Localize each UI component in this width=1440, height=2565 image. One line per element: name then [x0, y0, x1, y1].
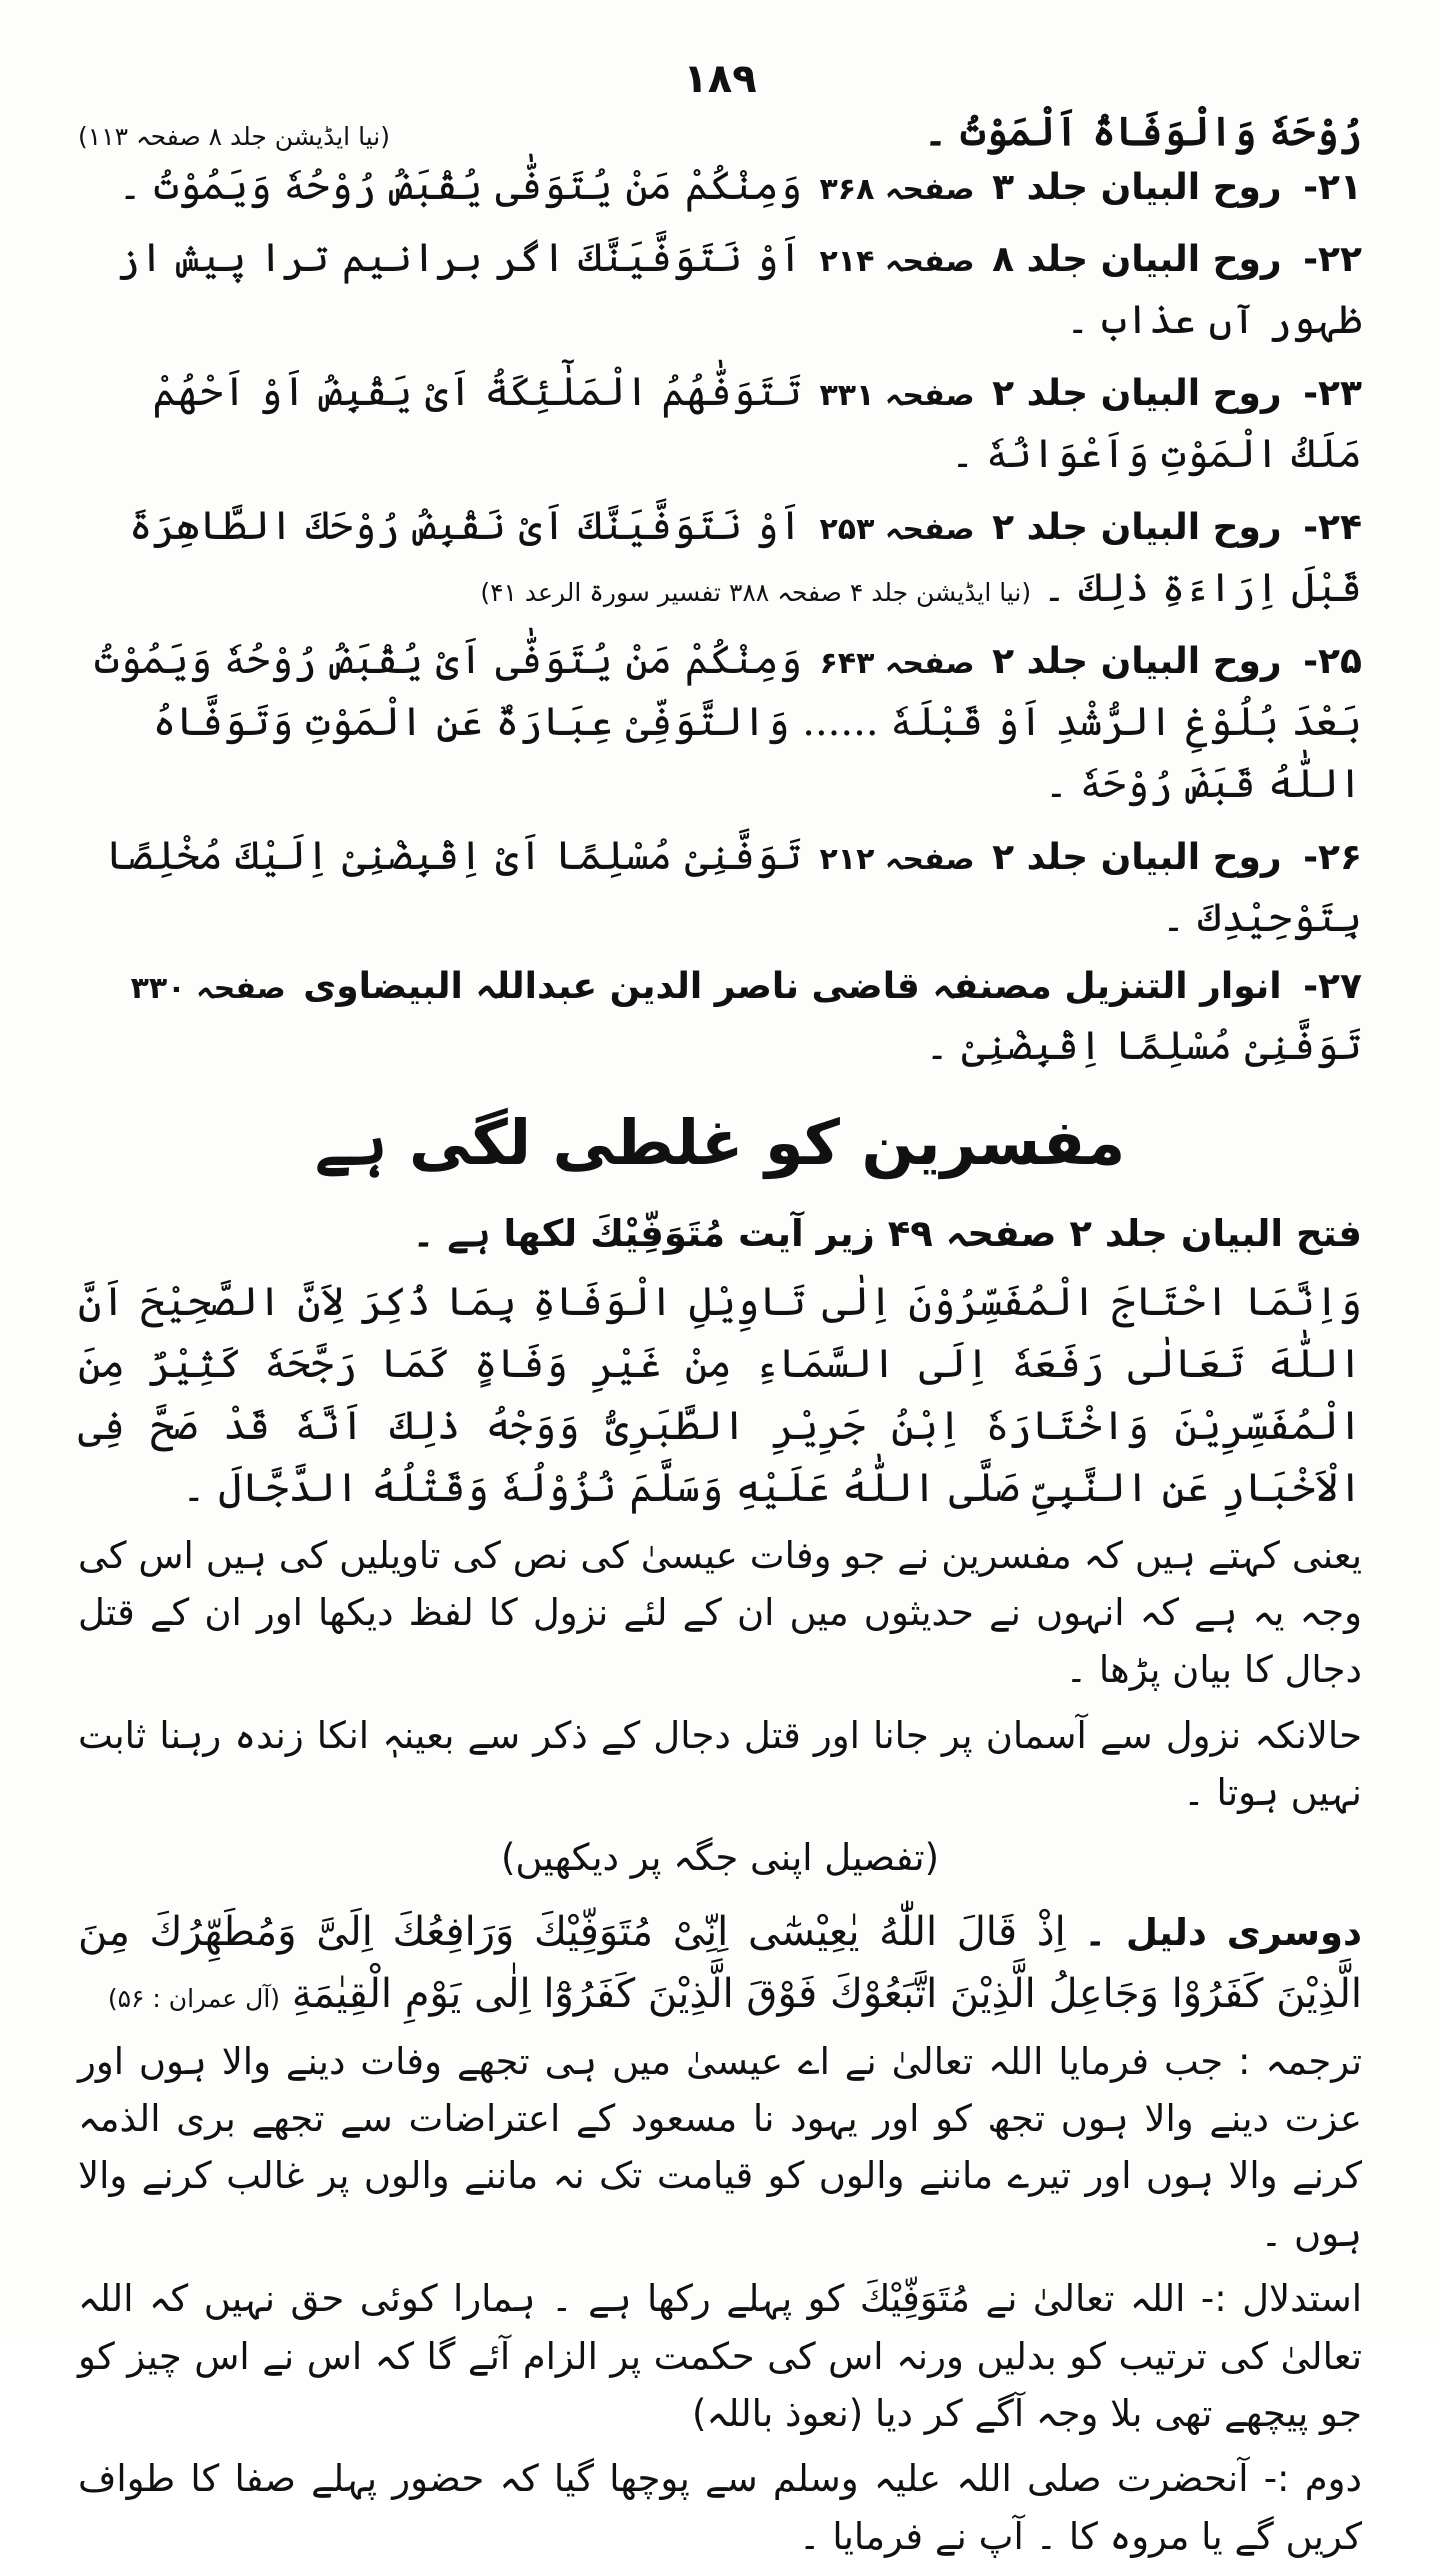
- entry-page: صفحہ ۲۱۴: [819, 244, 975, 279]
- reference-entry: [78, 361, 1362, 485]
- arabic-quote: وَاِنَّمَا احْتَاجَ الْمُفَسِّرُوْنَ اِلٰى تَاوِيْلِ الْوَفَاةِ بِمَا ذُكِرَ لِاَنَّ الصَّحِيْحَ اَنَّ اللّٰهَ تَعَالٰى رَفَعَهٗ اِلَى السَّمَاءِ مِنْ غَيْرِ وَفَاةٍ كَمَا رَجَّحَهٗ كَثِيْرٌ مِنَ الْمُفَسِّرِيْنَ وَاخْتَارَهٗ اِبْنُ جَرِيْرِ الطَّبَرِىُّ وَوَجْهُ ذٰلِكَ اَنَّهٗ قَدْ صَحَّ فِى الْاَخْبَارِ عَنِ النَّبِىِّ صَلَّى اللّٰهُ عَلَيْهِ وَسَلَّمَ نُزُوْلُهٗ وَقَتْلُهُ الدَّجَّالَ ۔: [78, 1278, 1362, 1511]
- reference-entry: [78, 629, 1362, 815]
- reference-entry: [78, 155, 1362, 217]
- entry-number: ۲۴-: [1303, 507, 1362, 548]
- reference-entry: [78, 227, 1362, 351]
- section-intro: فتح البیان جلد ۲ صفحہ ۴۹ زیر آیت مُتَوَفِّيْكَ لکھا ہے ۔: [412, 1212, 1362, 1256]
- entry-number: ۲۷-: [1303, 966, 1362, 1007]
- entry-text: تَوَفَّنِىْ مُسْلِمًا اَىْ اِقْبِضْنِىْ اِلَيْكَ مُخْلِصًا بِتَوْحِيْدِكَ ۔: [105, 833, 1362, 941]
- verse-reference: (آل عمران : ۵۶): [107, 1983, 281, 2013]
- entry-source: روح البیان جلد ۲: [992, 507, 1282, 548]
- entry-text: وَمِنْكُمْ مَنْ يُتَوَفّٰى اَىْ يُقْبَضُ رُوْحُهٗ وَيَمُوْتُ بَعْدَ بُلُوْغِ الرُّشْدِ اَوْ قَبْلَهٗ ...... وَالتَّوَفِّىْ عِبَارَةٌ عَنِ الْمَوْتِ وَتَوَفَّاهُ اللّٰهُ قَبَضَ رُوْحَهٗ ۔: [94, 637, 1362, 807]
- reference-list: [78, 155, 1362, 1077]
- second-proof-label: دوسری دلیل ۔: [1084, 1910, 1363, 1954]
- entry-source: روح البیان جلد ۲: [992, 641, 1282, 682]
- entry-number: ۲۶-: [1303, 837, 1362, 878]
- entry-source: انوار التنزیل مصنفہ قاضی ناصر الدین عبداللہ البیضاوی: [303, 966, 1282, 1007]
- entry-number: ۲۵-: [1303, 641, 1362, 682]
- top-line-row: [78, 108, 1362, 155]
- reference-entry: [78, 495, 1362, 619]
- top-line-text: رُوْحَهٗ وَالْوَفَاةُ اَلْمَوْتُ ۔: [923, 108, 1362, 155]
- translation-paragraph: ترجمہ : جب فرمایا اللہ تعالیٰ نے اے عیسیٰ میں ہی تجھے وفات دینے والا ہوں اور عزت دینے والا ہوں تجھ کو اور یہود نا مسعود کے اعتراضات سے تجھے بری الذمہ کرنے والا ہوں اور تیرے ماننے والوں کو قیامت تک نہ ماننے والوں پر غالب کرنے والا ہوں ۔: [78, 2039, 1362, 2255]
- entry-text: اَوْ نَتَوَفَّيَنَّكَ اَىْ نَقْبِضُ رُوْحَكَ الطَّاهِرَةَ قَبْلَ اِرَاءَةِ ذٰلِكَ ۔: [129, 503, 1362, 611]
- entry-text: وَمِنْكُمْ مَنْ يُتَوَفّٰى يُقْبَضُ رُوْحُهٗ وَيَمُوْتُ ۔: [118, 163, 802, 209]
- entry-page: صفحہ ۳۳۱: [819, 378, 975, 413]
- entry-number: ۲۲-: [1303, 239, 1362, 280]
- entry-source: روح البیان جلد ۸: [992, 239, 1282, 280]
- reference-entry: [78, 959, 1362, 1077]
- inference-paragraph: استدلال :- اللہ تعالیٰ نے مُتَوَفِّيْكَ کو پہلے رکھا ہے ۔ ہمارا کوئی حق نہیں کہ اللہ تعالیٰ کی ترتیب کو بدلیں ورنہ اس کی حکمت پر الزام آئے گا کہ اس نے اس چیز کو جو پیچھے تھی بلا وجہ آگے کر دیا (نعوذ باللہ): [78, 2277, 1362, 2435]
- entry-text: تَوَفَّنِىْ مُسْلِمًا اِقْبِضْنِىْ ۔: [925, 1022, 1362, 1069]
- quran-verse: اِذْ قَالَ اللّٰهُ يٰعِيْسٰٓى اِنِّىْ مُتَوَفِّيْكَ وَرَافِعُكَ اِلَىَّ وَمُطَهِّرُكَ مِنَ الَّذِيْنَ كَفَرُوْا وَجَاعِلُ الَّذِيْنَ اتَّبَعُوْكَ فَوْقَ الَّذِيْنَ كَفَرُوْٓا اِلٰى يَوْمِ الْقِيٰمَةِ: [78, 1908, 1362, 2017]
- entry-page: صفحہ ۲۱۲: [819, 842, 975, 877]
- section-heading: مفسرین کو غلطی لگی ہے: [314, 1105, 1126, 1179]
- second-proof-paragraph: [78, 1901, 1362, 2025]
- entry-text: تَتَوَفّٰهُمُ الْمَلٰٓئِكَةُ اَىْ يَقْبِضُ اَوْ اَحْهُمْ مَلَكُ الْمَوْتِ وَاَعْوَانُهٗ ۔: [152, 369, 1362, 477]
- entry-text: اَوْ نَتَوَفَّيَنَّكَ اگر برانیم ترا پیش از ظہور آں عذاب ۔: [116, 235, 1362, 343]
- entry-source: روح البیان جلد ۳: [992, 167, 1282, 208]
- entry-page: صفحہ ۲۵۳: [819, 512, 975, 547]
- explanation-paragraph: یعنی کہتے ہیں کہ مفسرین نے جو وفات عیسیٰ کی نص کی تاویلیں کی ہیں اس کی وجہ یہ ہے کہ انہوں نے حدیثوں میں ان کے لئے نزول کا لفظ دیکھا اور ان کے قتل دجال کا بیان پڑھا ۔: [78, 1533, 1362, 1692]
- second-point-paragraph: دوم :- آنحضرت صلی اللہ علیہ وسلم سے پوچھا گیا کہ حضور پہلے صفا کا طواف کریں گے یا مروہ کا ۔ آپ نے فرمایا ۔: [78, 2457, 1362, 2558]
- entry-page: صفحہ ۳۶۸: [819, 172, 975, 207]
- explanation-paragraph: حالانکہ نزول سے آسمان پر جانا اور قتل دجال کے ذکر سے بعینہٖ انکا زندہ رہنا ثابت نہیں ہوتا ۔: [78, 1713, 1362, 1815]
- top-line-note: (نیا ایڈیشن جلد ۸ صفحہ ۱۱۳): [78, 122, 390, 151]
- entry-source: روح البیان جلد ۲: [992, 837, 1282, 878]
- page-number: ۱۸۹: [683, 56, 757, 102]
- see-details-note: (تفصیل اپنی جگہ پر دیکھیں): [500, 1836, 940, 1880]
- entry-page: صفحہ ۶۴۳: [819, 646, 975, 681]
- reference-entry: [78, 825, 1362, 949]
- entry-source: روح البیان جلد ۲: [992, 373, 1282, 414]
- entry-page: صفحہ ۳۳۰: [130, 971, 286, 1006]
- entry-number: ۲۱-: [1303, 167, 1362, 208]
- entry-note: (نیا ایڈیشن جلد ۴ صفحہ ۳۸۸ تفسیر سورۃ الرعد ۴۱): [480, 578, 1032, 607]
- entry-number: ۲۳-: [1303, 373, 1362, 414]
